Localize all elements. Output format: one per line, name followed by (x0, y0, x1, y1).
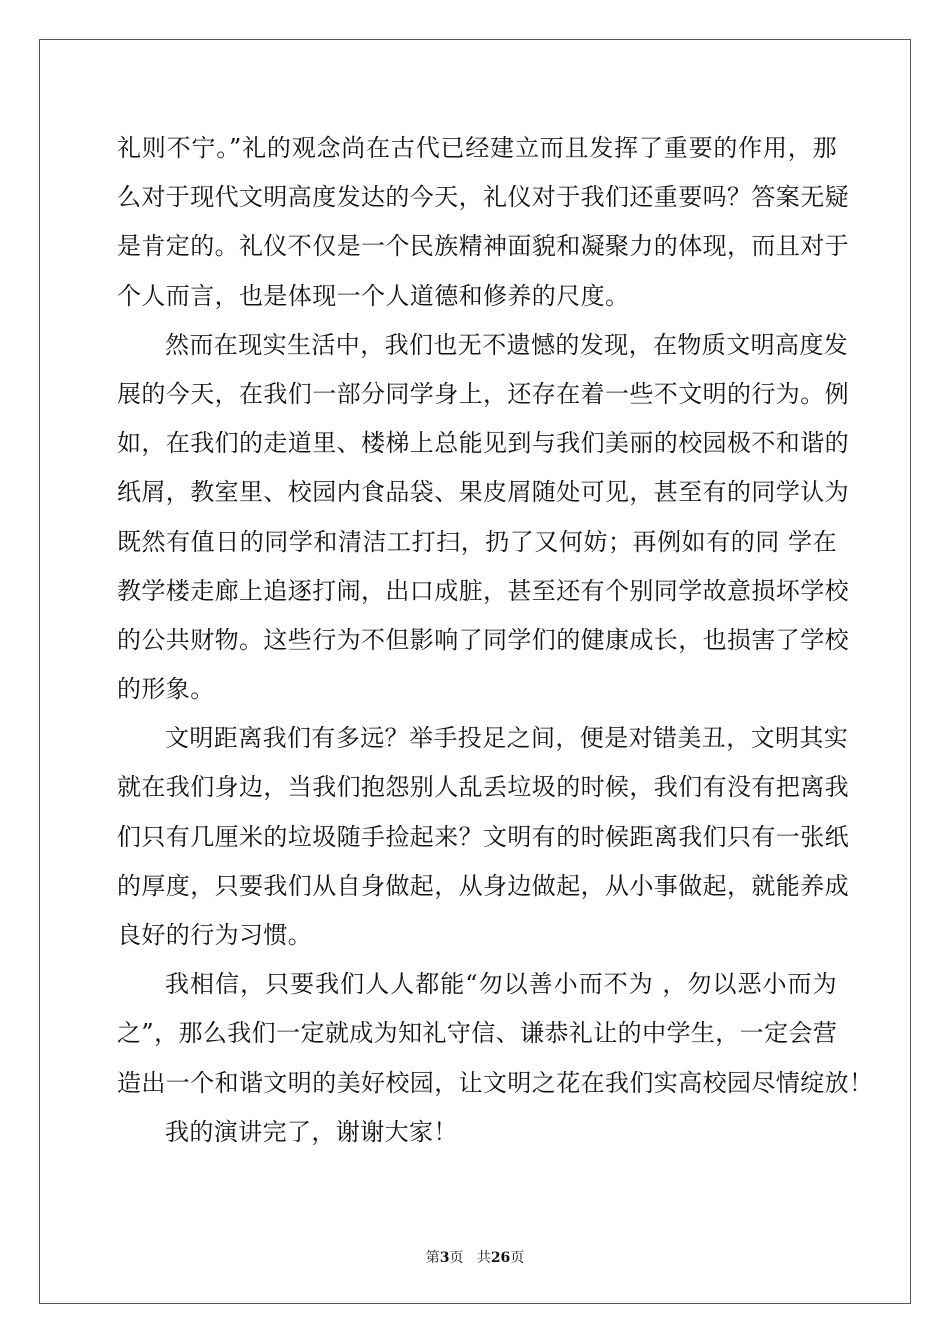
text-line: 展的今天，在我们一部分同学身上，还存在着一些不文明的行为。例 (117, 379, 849, 408)
text-line: 之”，那么我们一定就成为知礼守信、谦恭礼让的中学生，一定会营 (117, 1019, 838, 1048)
footer-page-prefix: 第 (425, 1250, 440, 1266)
text-line: 然而在现实生活中，我们也无不遗憾的发现，在物质文明高度发 (165, 330, 849, 359)
text-line: 么对于现代文明高度发达的今天，礼仪对于我们还重要吗？答案无疑 (117, 183, 849, 212)
text-line: 教学楼走廊上追逐打闹，出口成脏，甚至还有个别同学故意损坏学校 (117, 576, 849, 605)
text-line: 如，在我们的走道里、楼梯上总能见到与我们美丽的校园极不和谐的 (117, 429, 849, 458)
text-line: 的厚度，只要我们从自身做起，从身边做起，从小事做起，就能养成 (117, 871, 849, 900)
text-line: 文明距离我们有多远？举手投足之间，便是对错美丑，文明其实 (165, 724, 849, 753)
footer-total-pages: 26 (490, 1250, 511, 1266)
text-line: 的公共财物。这些行为不但影响了同学们的健康成长，也损害了学校 (117, 625, 849, 654)
footer-total-prefix: 共 (476, 1250, 491, 1266)
text-line: 造出一个和谐文明的美好校园，让文明之花在我们实高校园尽情绽放！ (117, 1068, 874, 1097)
footer-page-number: 3 (439, 1250, 450, 1266)
text-line: 就在我们身边，当我们抱怨别人乱丢垃圾的时候，我们有没有把离我 (117, 773, 849, 802)
text-line: 们只有几厘米的垃圾随手捡起来？文明有的时候距离我们只有一张纸 (117, 822, 849, 851)
speech-body-text (117, 124, 874, 1157)
text-line: 良好的行为习惯。 (117, 921, 313, 949)
text-line: 个人而言，也是体现一个人道德和修养的尺度。 (117, 281, 630, 310)
page-footer (0, 1247, 950, 1267)
text-line: 纸屑，教室里、校园内食品袋、果皮屑随处可见，甚至有的同学认为 (117, 478, 849, 507)
text-line: 我的演讲完了，谢谢大家！ (165, 1117, 458, 1146)
text-line: 是肯定的。礼仪不仅是一个民族精神面貌和凝聚力的体现，而且对于 (117, 232, 849, 261)
footer-page-unit: 页 (449, 1250, 464, 1266)
text-line: 既然有值日的同学和清洁工打扫，扔了又何妨；再例如有的同 学在 (117, 527, 837, 556)
text-line: 的形象。 (117, 675, 215, 704)
footer-total-unit: 页 (510, 1250, 525, 1266)
text-line: 礼则不宁。”礼的观念尚在古代已经建立而且发挥了重要的作用，那 (117, 134, 837, 162)
text-line: 我相信，只要我们人人都能“勿以善小而不为 ，勿以恶小而为 (165, 970, 837, 999)
